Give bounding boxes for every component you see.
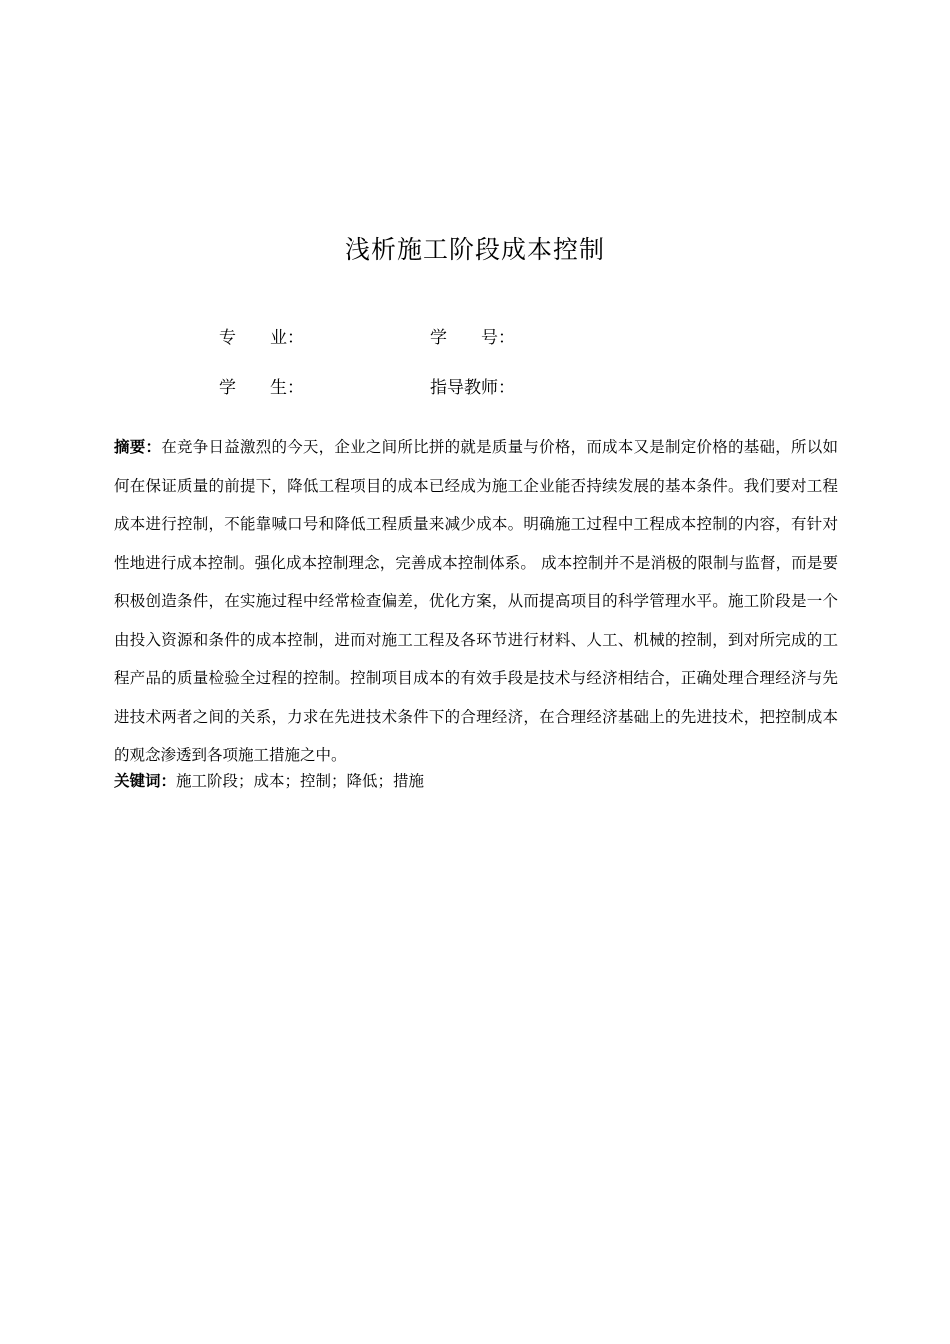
advisor-label: 指导教师： (430, 378, 515, 398)
student-label: 学 生： (219, 378, 304, 398)
student-id-label: 学 号： (430, 328, 515, 348)
abstract-paragraph (114, 428, 838, 775)
major-label: 专 业： (219, 328, 304, 348)
meta-row-major-id (0, 323, 950, 353)
keywords-text: 施工阶段；成本；控制；降低；措施 (176, 772, 425, 790)
abstract-text: 在竞争日益激烈的今天，企业之间所比拼的就是质量与价格，而成本又是制定价格的基础，所以如何在保证质量的前提下，降低工程项目的成本已经成为施工企业能否持续发展的基本条件。我们要对工程成本进行控制，不能靠喊口号和降低工程质量来减少成本。明确施工过程中工程成本控制的内容，有针对性地进行成本控制。强化成本控制理念，完善成本控制体系。 成本控制并不是消极的限制与监督，而是要积极创造条件，在实施过程中经常检查偏差，优化方案，从而提高项目的科学管理水平。施工阶段是一个由投入资源和条件的成本控制，进而对施工工程及各环节进行材料、人工、机械的控制，到对所完成的工程产品的质量检验全过程的控制。控制项目成本的有效手段是技术与经济相结合，正确处理合理经济与先进技术两者之间的关系，力求在先进技术条件下的合理经济，在合理经济基础上的先进技术，把控制成本的观念渗透到各项施工措施之中。 (114, 438, 838, 764)
keywords-label: 关键词： (114, 772, 177, 790)
keywords-line (114, 766, 838, 796)
paper-title: 浅析施工阶段成本控制 (344, 235, 605, 264)
abstract-label: 摘要： (114, 438, 162, 456)
meta-row-student-advisor (0, 373, 950, 403)
